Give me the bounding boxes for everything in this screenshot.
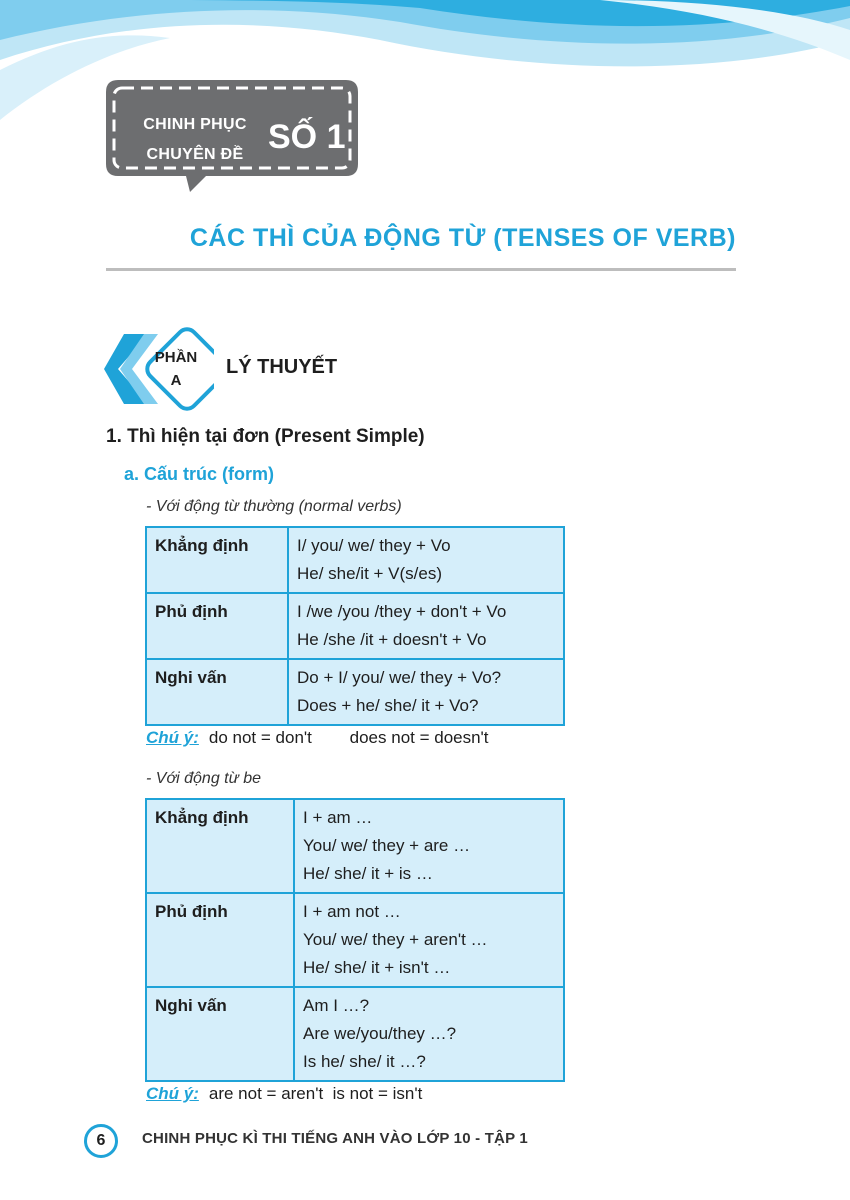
table-row [146,659,564,725]
section-heading: 1. Thì hiện tại đơn (Present Simple) [106,426,425,447]
page-number: 6 [84,1124,118,1158]
table-row [146,987,564,1081]
chapter-number: SỐ 1 [268,118,346,156]
row-label: Phủ định [146,593,288,659]
formula-line: Does + he/ she/ it + Vo? [297,696,479,715]
part-badge [104,326,214,412]
row-content [288,593,564,659]
note-text: are not = aren't is not = isn't [208,1084,423,1103]
part-word: PHẦN [154,349,198,366]
subsection-heading: a. Cấu trúc (form) [124,464,275,484]
row-label: Phủ định [146,893,294,987]
part-letter: A [170,372,182,389]
page-title: CÁC THÌ CỦA ĐỘNG TỪ (TENSES OF VERB) [189,224,736,252]
formula-line: He /she /it + doesn't + Vo [297,630,487,649]
formula-line: You/ we/ they + are … [303,836,471,855]
formula-line: He/ she/it + V(s/es) [297,564,443,583]
formula-line: Do + I/ you/ we/ they + Vo? [297,668,502,687]
be-verb-note: - Với động từ be [146,770,261,787]
part-title: LÝ THUYẾT [226,356,338,378]
row-content [288,527,564,593]
chapter-label-line1: CHINH PHỤC [143,116,247,133]
formula-line: He/ she/ it + is … [303,864,433,883]
normal-verbs-note: - Với động từ thường (normal verbs) [146,498,402,515]
row-content [288,659,564,725]
table-row [146,893,564,987]
table-row [146,799,564,893]
row-label: Nghi vấn [146,987,294,1081]
row-label: Nghi vấn [146,659,288,725]
table-row [146,593,564,659]
formula-line: Are we/you/they …? [303,1024,457,1043]
row-content [294,987,564,1081]
formula-line: Am I …? [303,996,370,1015]
note-1 [146,728,489,748]
title-divider [106,268,736,271]
row-content [294,799,564,893]
formula-line: I + am not … [303,902,401,921]
formula-line: He/ she/ it + isn't … [303,958,451,977]
row-content [294,893,564,987]
formula-line: I + am … [303,808,373,827]
row-label: Khẳng định [146,527,288,593]
formula-line: I/ you/ we/ they + Vo [297,536,451,555]
formula-line: I /we /you /they + don't + Vo [297,602,507,621]
table-row [146,527,564,593]
book-title: CHINH PHỤC KÌ THI TIẾNG ANH VÀO LỚP 10 - TẬP 1 [142,1130,528,1147]
chapter-label-line2: CHUYÊN ĐỀ [146,146,244,163]
note-label: Chú ý: [146,1084,199,1103]
row-label: Khẳng định [146,799,294,893]
note-2 [146,1084,422,1104]
note-text: do not = don't does not = doesn't [208,728,489,747]
note-label: Chú ý: [146,728,199,747]
be-verb-table [145,798,565,1082]
formula-line: Is he/ she/ it …? [303,1052,426,1071]
normal-verbs-table [145,526,565,726]
formula-line: You/ we/ they + aren't … [303,930,488,949]
